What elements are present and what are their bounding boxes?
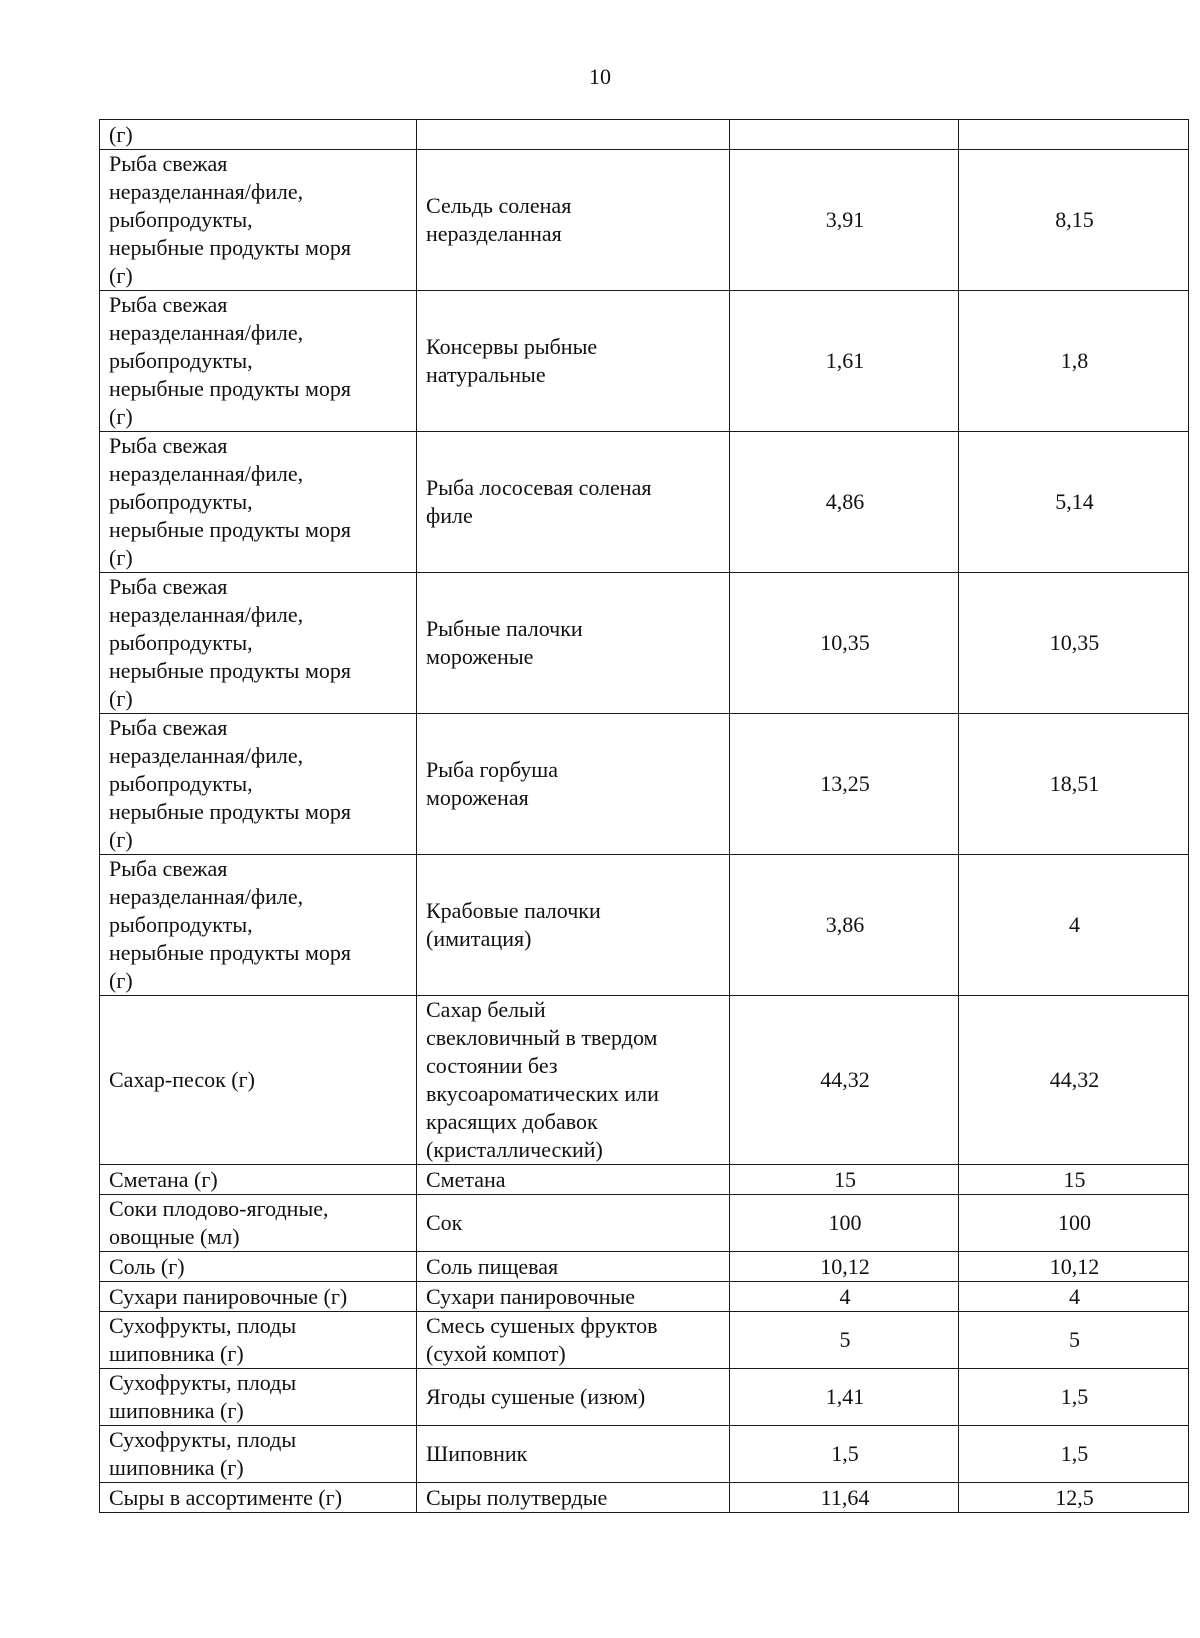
product-name-cell: Смесь сушеных фруктов (сухой компот)	[417, 1312, 730, 1369]
product-name-cell: Рыбные палочки мороженые	[417, 573, 730, 714]
table-row	[100, 1165, 1189, 1195]
value-2-cell: 10,12	[959, 1252, 1189, 1282]
product-group-cell: Рыба свежая неразделанная/филе, рыбопродукты, нерыбные продукты моря (г)	[100, 150, 417, 291]
value-2-cell: 18,51	[959, 714, 1189, 855]
table-row	[100, 1195, 1189, 1252]
product-name-cell: Сухари панировочные	[417, 1282, 730, 1312]
product-name-cell: Шиповник	[417, 1426, 730, 1483]
product-name-cell: Крабовые палочки (имитация)	[417, 855, 730, 996]
page-number: 10	[589, 64, 611, 89]
product-group-cell: Сыры в ассортименте (г)	[100, 1483, 417, 1513]
table-row	[100, 573, 1189, 714]
product-group-cell: Рыба свежая неразделанная/филе, рыбопродукты, нерыбные продукты моря (г)	[100, 573, 417, 714]
value-2-cell: 1,8	[959, 291, 1189, 432]
value-2-cell: 5	[959, 1312, 1189, 1369]
value-2-cell: 1,5	[959, 1369, 1189, 1426]
table-row	[100, 432, 1189, 573]
product-name-cell: Сахар белый свекловичный в твердом состоянии без вкусоароматических или красящих добавок (кристаллический)	[417, 996, 730, 1165]
value-2-cell	[959, 120, 1189, 150]
value-2-cell: 1,5	[959, 1426, 1189, 1483]
value-1-cell: 3,91	[730, 150, 959, 291]
table-row	[100, 120, 1189, 150]
product-group-cell: Рыба свежая неразделанная/филе, рыбопродукты, нерыбные продукты моря (г)	[100, 714, 417, 855]
product-name-cell: Сок	[417, 1195, 730, 1252]
value-2-cell: 100	[959, 1195, 1189, 1252]
product-name-cell: Сыры полутвердые	[417, 1483, 730, 1513]
value-1-cell: 10,35	[730, 573, 959, 714]
table-row	[100, 291, 1189, 432]
product-name-cell: Сельдь соленая неразделанная	[417, 150, 730, 291]
product-group-cell: (г)	[100, 120, 417, 150]
value-1-cell: 13,25	[730, 714, 959, 855]
value-2-cell: 15	[959, 1165, 1189, 1195]
product-group-cell: Рыба свежая неразделанная/филе, рыбопродукты, нерыбные продукты моря (г)	[100, 855, 417, 996]
table-row	[100, 714, 1189, 855]
table-row	[100, 1282, 1189, 1312]
value-1-cell: 11,64	[730, 1483, 959, 1513]
product-name-cell: Рыба горбуша мороженая	[417, 714, 730, 855]
value-1-cell: 3,86	[730, 855, 959, 996]
value-1-cell: 44,32	[730, 996, 959, 1165]
table-row	[100, 855, 1189, 996]
value-1-cell: 10,12	[730, 1252, 959, 1282]
value-1-cell: 1,41	[730, 1369, 959, 1426]
product-group-cell: Сметана (г)	[100, 1165, 417, 1195]
value-1-cell: 4	[730, 1282, 959, 1312]
product-group-cell: Рыба свежая неразделанная/филе, рыбопродукты, нерыбные продукты моря (г)	[100, 432, 417, 573]
value-2-cell: 10,35	[959, 573, 1189, 714]
value-2-cell: 5,14	[959, 432, 1189, 573]
table-row	[100, 1252, 1189, 1282]
value-1-cell: 1,61	[730, 291, 959, 432]
table-body	[100, 120, 1189, 1513]
product-group-cell: Рыба свежая неразделанная/филе, рыбопродукты, нерыбные продукты моря (г)	[100, 291, 417, 432]
table-row	[100, 1483, 1189, 1513]
table-row	[100, 1369, 1189, 1426]
value-1-cell	[730, 120, 959, 150]
product-name-cell: Сметана	[417, 1165, 730, 1195]
table-row	[100, 996, 1189, 1165]
product-group-cell: Сухофрукты, плоды шиповника (г)	[100, 1369, 417, 1426]
product-group-cell: Сухари панировочные (г)	[100, 1282, 417, 1312]
product-group-cell: Соль (г)	[100, 1252, 417, 1282]
value-2-cell: 4	[959, 1282, 1189, 1312]
product-group-cell: Сухофрукты, плоды шиповника (г)	[100, 1312, 417, 1369]
product-name-cell: Ягоды сушеные (изюм)	[417, 1369, 730, 1426]
value-1-cell: 5	[730, 1312, 959, 1369]
value-2-cell: 12,5	[959, 1483, 1189, 1513]
value-1-cell: 1,5	[730, 1426, 959, 1483]
product-name-cell: Рыба лососевая соленая филе	[417, 432, 730, 573]
table-row	[100, 1426, 1189, 1483]
value-1-cell: 100	[730, 1195, 959, 1252]
product-name-cell: Консервы рыбные натуральные	[417, 291, 730, 432]
table-row	[100, 1312, 1189, 1369]
value-2-cell: 4	[959, 855, 1189, 996]
product-group-cell: Сахар-песок (г)	[100, 996, 417, 1165]
table-row	[100, 150, 1189, 291]
value-2-cell: 44,32	[959, 996, 1189, 1165]
nutrition-table	[99, 119, 1189, 1513]
value-2-cell: 8,15	[959, 150, 1189, 291]
product-name-cell: Соль пищевая	[417, 1252, 730, 1282]
product-group-cell: Сухофрукты, плоды шиповника (г)	[100, 1426, 417, 1483]
product-group-cell: Соки плодово-ягодные, овощные (мл)	[100, 1195, 417, 1252]
value-1-cell: 15	[730, 1165, 959, 1195]
value-1-cell: 4,86	[730, 432, 959, 573]
product-name-cell	[417, 120, 730, 150]
